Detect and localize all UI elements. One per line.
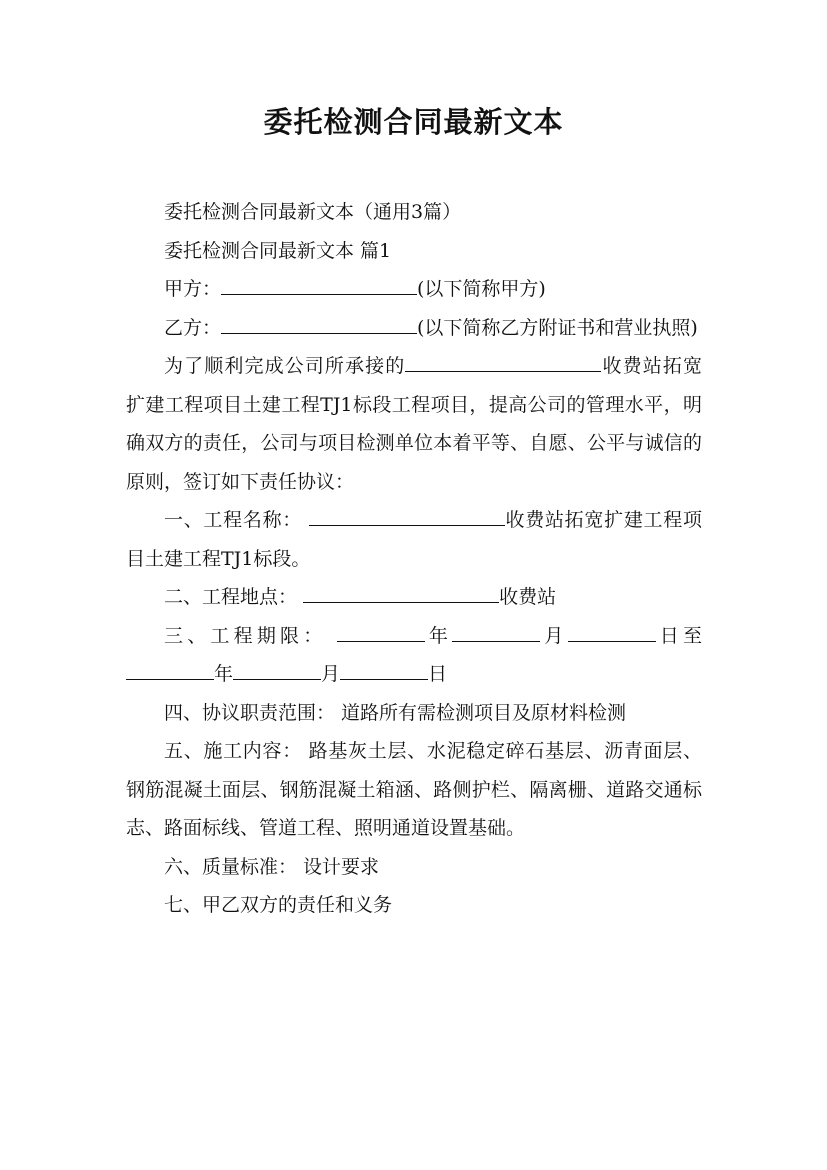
end-year-label: 年 — [214, 663, 234, 685]
party-a-suffix: (以下简称甲方) — [417, 278, 546, 300]
item-scope: 四、协议职责范围： 道路所有需检测项目及原材料检测 — [164, 701, 627, 724]
item-project-period — [126, 617, 702, 694]
item1-label: 一、工程名称： — [164, 509, 303, 531]
item2-blank — [303, 585, 499, 603]
document-body — [126, 193, 702, 925]
party-a-blank — [221, 277, 417, 295]
party-a-line — [126, 270, 702, 309]
item-project-name — [126, 501, 702, 578]
start-year-label: 年 — [424, 624, 453, 647]
intro-after: 收费站拓宽扩建工程项目土建工程TJ1标段工程项目，提高公司的管理水平，明确双方的责任，公司与项目检测单位本着平等、自愿、公平与诚信的原则，签订如下责任协议： — [126, 355, 702, 493]
start-day-label: 日至 — [655, 624, 702, 647]
intro-blank — [405, 354, 601, 372]
start-year-blank — [337, 623, 425, 641]
end-month-label: 月 — [321, 663, 341, 685]
party-b-label: 乙方： — [164, 316, 222, 339]
document-title: 委托检测合同最新文本 — [263, 105, 564, 139]
document-subtitle: 委托检测合同最新文本（通用3篇） — [164, 201, 462, 223]
party-b-suffix: (以下简称乙方附证书和营业执照) — [417, 316, 698, 339]
item-project-location — [126, 578, 702, 617]
party-b-blank — [221, 315, 417, 333]
item-quality-standard: 六、质量标准： 设计要求 — [164, 855, 380, 878]
party-a-label: 甲方： — [164, 278, 222, 300]
item2-label: 二、工程地点： — [164, 586, 298, 608]
start-month-label: 月 — [540, 624, 568, 647]
end-month-blank — [233, 662, 321, 680]
intro-before: 为了顺利完成公司所承接的 — [164, 355, 406, 377]
item2-after: 收费站 — [499, 586, 557, 608]
end-day-blank — [340, 662, 428, 680]
item-responsibilities: 七、甲乙双方的责任和义务 — [164, 894, 393, 916]
start-day-blank — [568, 623, 656, 641]
item3-label: 三、工程期限： — [164, 624, 327, 647]
start-month-blank — [452, 623, 540, 641]
end-year-blank — [126, 662, 214, 680]
section-heading: 委托检测合同最新文本 篇1 — [164, 239, 392, 262]
item1-after: 收费站拓宽扩建工程项目土建工程TJ1标段。 — [126, 509, 702, 570]
end-day-label: 日 — [428, 663, 448, 685]
item-construction-content: 五、施工内容： 路基灰土层、水泥稳定碎石基层、沥青面层、钢筋混凝土面层、钢筋混凝土箱涵、路侧护栏、隔离栅、道路交通标志、路面标线、管道工程、照明通道设置基础。 — [126, 740, 702, 839]
item1-blank — [309, 508, 505, 526]
intro-paragraph — [126, 347, 702, 501]
party-b-line — [126, 309, 702, 348]
